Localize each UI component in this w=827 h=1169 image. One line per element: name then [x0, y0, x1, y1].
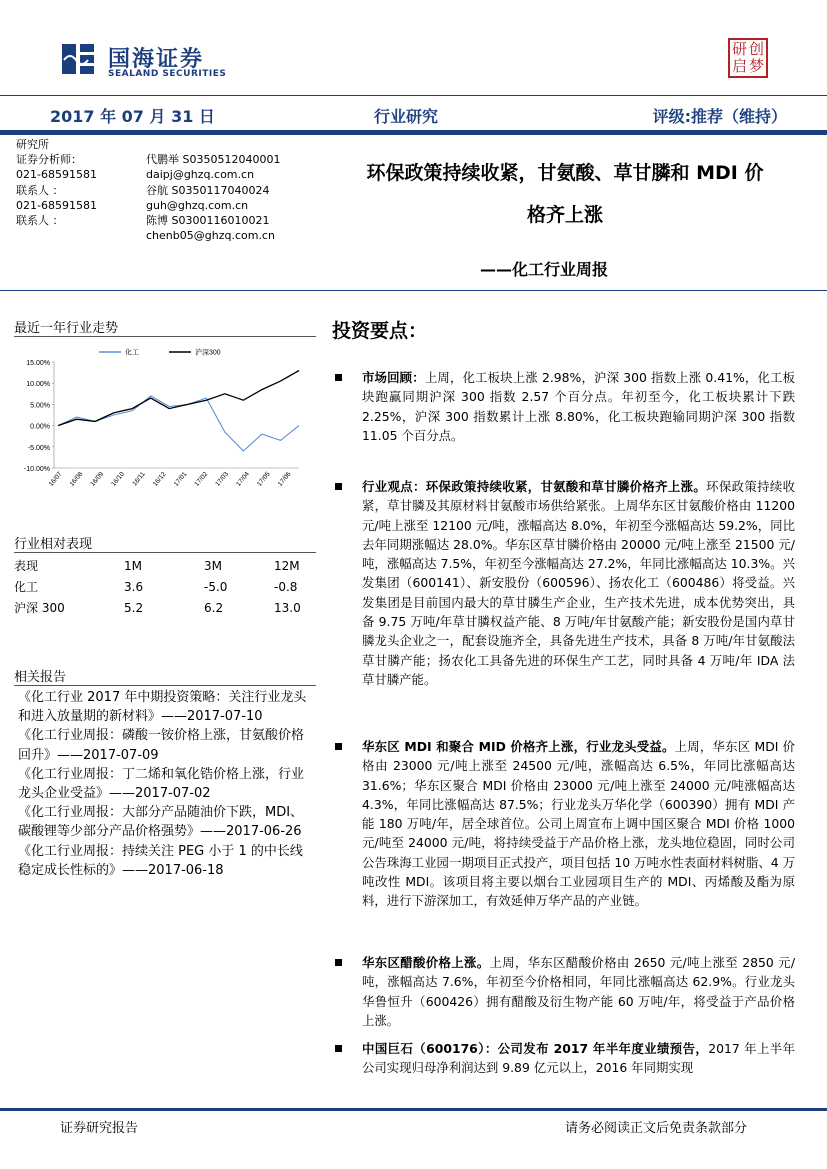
perf-cell: 5.2: [124, 600, 144, 615]
perf-table: [14, 555, 314, 618]
perf-cell: 13.0: [274, 600, 301, 615]
y-tick-label: 10.00%: [26, 381, 50, 389]
perf-header-row: [14, 555, 314, 576]
table-row: [14, 597, 314, 618]
analyst-value: 代鹏举 S0350512040001: [146, 153, 281, 167]
research-seal-icon: 研 创 启 梦: [728, 38, 768, 78]
reports-title: 相关报告: [14, 670, 67, 685]
analyst-row: [16, 137, 316, 152]
y-tick-label: -10.00%: [23, 466, 50, 473]
table-row: [14, 576, 314, 597]
analyst-row: [16, 228, 316, 243]
report-title: 环保政策持续收紧，甘氨酸、草甘膦和 MDI 价 格齐上涨: [366, 162, 764, 226]
bullet-icon: [335, 959, 342, 966]
y-tick-label: 5.00%: [30, 402, 50, 410]
x-tick-label: 17/05: [255, 470, 272, 488]
sealand-logo-icon: [60, 40, 98, 78]
list-item: [335, 477, 795, 689]
point-head: 行业观点：环保政策持续收紧，甘氨酸和草甘膦价格齐上涨。: [362, 479, 707, 494]
legend-label: 化工: [125, 349, 139, 357]
point-head: 市场回顾：: [362, 370, 425, 385]
y-tick-label: 15.00%: [26, 360, 50, 367]
list-item[interactable]: 《化工行业 2017 年中期投资策略：关注行业龙头和进入放量期的新材料》——2017-07-10: [18, 690, 307, 725]
list-item: [335, 953, 795, 1030]
analyst-value: chenb05@ghzq.com.cn: [146, 229, 275, 243]
analyst-label: 证券分析师：: [16, 153, 82, 167]
reports-divider: [14, 685, 316, 686]
series-line-1: [58, 371, 299, 426]
x-tick-label: 17/04: [235, 470, 251, 488]
analyst-label: 021-68591581: [16, 168, 97, 182]
points-title: 投资要点：: [332, 320, 428, 342]
point-body: 环保政策持续收紧，草甘膦及其原材料甘氨酸市场供给紧张。上周华东区甘氨酸价格由 11200 元/吨上涨至 12100 元/吨，涨幅高达 8.0%，年初至今涨幅高达 59.2%，同比去年同期涨幅达 28.0%。华东区草甘膦价格由 20000 元/吨上涨至 21500 元/吨，涨幅高达 7.5%，年初至今涨幅高达 27.2%，年同比涨幅高达 10.3%。兴发集团（600141）、新安股份（600596）、扬农化工（600486）将受益。兴发集团是目前国内最大的草甘膦生产企业，生产技术先进，成本优势突出，具备 9.75 万吨/年草甘膦权益产能、8 万吨/年甘氨酸产能；新安股份是国内草甘膦龙头企业之一，配套设施齐全，具备先进生产技术，具备 8 万吨/年甘氨酸法草甘膦产能；扬农化工具备先进的环保生产工艺，同时具备 4 万吨/年 IDA 法草甘膦产能。: [362, 479, 796, 687]
perf-header-cell: 3M: [204, 558, 222, 573]
analyst-row: [16, 167, 316, 182]
analyst-row: [16, 213, 316, 228]
list-item[interactable]: 《化工行业周报：丁二烯和氧化锆价格上涨，行业龙头企业受益》——2017-07-02: [18, 766, 305, 802]
trend-title: 最近一年行业走势: [14, 321, 119, 336]
x-tick-label: 16/12: [151, 470, 168, 488]
list-item[interactable]: 《化工行业周报：磷酸一铵价格上涨，甘氨酸价格回升》——2017-07-09: [18, 728, 305, 763]
trend-divider: [14, 336, 316, 337]
y-tick-label: -5.00%: [27, 444, 50, 452]
perf-header-cell: 表现: [14, 559, 39, 573]
x-tick-label: 17/02: [193, 470, 210, 488]
perf-cell: 6.2: [204, 600, 224, 615]
point-body: 2017 年上半年公司实现归母净利润达到 9.89 亿元以上，2016 年同期实现: [362, 1041, 795, 1076]
point-body: 上周，化工板块上涨 2.98%，沪深 300 指数上涨 0.41%，化工板块跑赢同期沪深 300 指数 2.57 个百分点。年初至今，化工板块累计下跌 2.25%，沪深 300 指数累计上涨 8.80%，化工板块跑输同期沪深 300 指数 11.05 个百分点。: [362, 370, 795, 443]
analyst-label: 021-68591581: [16, 198, 97, 212]
point-head: 华东区 MDI 和聚合 MID 价格齐上涨，行业龙头受益。: [362, 739, 675, 754]
list-item[interactable]: 《化工行业周报：持续关注 PEG 小于 1 的中长线稳定成长性标的》——2017-06-18: [18, 843, 303, 878]
footer-right: 请务必阅读正文后免责条款部分: [565, 1121, 748, 1136]
perf-cell: -0.8: [274, 579, 298, 594]
point-body: 上周，华东区 MDI 价格由 23000 元/吨上涨至 24500 元/吨，涨幅高达 6.5%，年同比涨幅高达 31.6%；华东区聚合 MDI 价格由 23000 元/吨上涨至 24000 元/吨涨幅高达 4.3%，年同比涨幅高达 87.5%；行业龙头万华化学（600390）拥有 MDI 产能 180 万吨/年，居全球首位。公司上周宣布上调中国区聚合 MDI 价格 1000 元/吨至 24000 元/吨，将持续受益于产品价格上涨，龙头地位稳固，同时公司公告珠海工业园一期项目正式投产，项目包括 10 万吨水性表面材料树脂、4 万吨改性 MDI。该项目将主要以烟台工业园项目生产的 MDI、丙烯酸及酯为原料，进行下游深加工，有效延伸万华产品的产业链。: [362, 739, 795, 909]
report-date: 2017 年 07 月 31 日: [50, 107, 215, 126]
brand-name-en: SEALAND SECURITIES: [108, 69, 227, 79]
x-tick-label: 17/01: [172, 470, 189, 488]
analyst-row: [16, 198, 316, 213]
header-divider: [0, 290, 827, 291]
analyst-label: 研究所: [16, 138, 49, 151]
report-type: 行业研究: [374, 107, 439, 126]
list-item: [335, 737, 795, 911]
perf-cell: 3.6: [124, 579, 144, 594]
series-line-0: [58, 396, 299, 451]
analyst-label: 联系人 ：: [16, 183, 64, 197]
footer-divider: [0, 1108, 827, 1111]
point-body: 上周，华东区醋酸价格由 2650 元/吨上涨至 2850 元/吨，涨幅高达 7.6%，年初至今价格相同，年同比涨幅高达 62.9%。行业龙头华鲁恒升（600426）拥有醋酸及衍生物产能 60 万吨/年，将受益于产品价格上涨。: [362, 955, 796, 1028]
bullet-icon: [335, 374, 342, 381]
report-rating: 评级:推荐（维持）: [652, 107, 787, 126]
analyst-label: [16, 228, 146, 243]
list-item: [335, 368, 795, 445]
list-item[interactable]: 《化工行业周报：大部分产品随油价下跌，MDI、碳酸锂等少部分产品价格强势》——2017-06-26: [18, 805, 304, 840]
list-item: [335, 1039, 795, 1078]
x-tick-label: 17/03: [214, 470, 231, 488]
perf-divider: [14, 552, 316, 553]
x-tick-label: 16/09: [89, 470, 106, 488]
analyst-value: daipj@ghzq.com.cn: [146, 168, 255, 182]
x-tick-label: 17/06: [276, 470, 293, 488]
analyst-row: [16, 183, 316, 198]
point-head: 中国巨石（600176）：公司发布 2017 年半年度业绩预告，: [362, 1041, 709, 1056]
point-head: 华东区醋酸价格上涨。: [362, 955, 490, 970]
analyst-value: [146, 137, 316, 152]
x-tick-label: 16/08: [68, 470, 85, 488]
perf-header-cell: 12M: [274, 558, 300, 573]
perf-header-cell: 1M: [124, 558, 142, 573]
x-tick-label: 16/10: [110, 470, 126, 488]
x-tick-label: 16/11: [131, 470, 147, 488]
analyst-info: [16, 137, 316, 243]
analyst-label: 联系人 ：: [16, 213, 64, 227]
bullet-icon: [335, 483, 342, 490]
perf-cell: -5.0: [204, 579, 228, 594]
analyst-value: guh@ghzq.com.cn: [146, 198, 249, 212]
analyst-row: [16, 152, 316, 167]
y-tick-label: 0.00%: [30, 423, 50, 431]
footer-left: 证券研究报告: [60, 1121, 139, 1136]
x-tick-label: 16/07: [47, 470, 64, 488]
legend-label: 沪深300: [195, 349, 221, 357]
perf-cell: 化工: [14, 580, 39, 594]
perf-title: 行业相对表现: [14, 537, 93, 552]
analyst-value: 谷航 S0350117040024: [146, 183, 270, 197]
industry-trend-chart: [14, 344, 314, 494]
report-subtitle: ——化工行业周报: [480, 260, 609, 279]
analyst-value: 陈博 S0300116010021: [146, 213, 270, 227]
brand-name-cn: 国海证券: [108, 47, 205, 72]
related-reports: [18, 688, 314, 880]
bullet-icon: [335, 743, 342, 750]
bullet-icon: [335, 1045, 342, 1052]
perf-cell: 沪深 300: [14, 601, 65, 615]
